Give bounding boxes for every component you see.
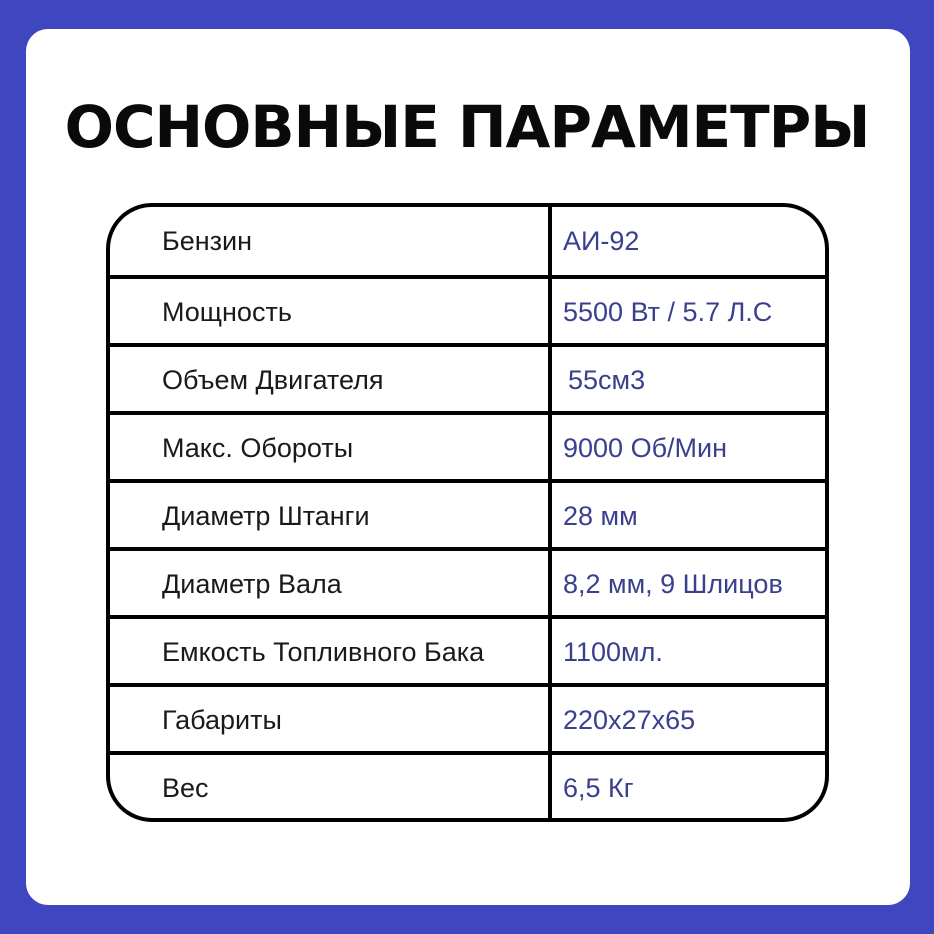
spec-value: 220x27x65 xyxy=(563,705,696,735)
spec-value: АИ-92 xyxy=(563,225,640,256)
table-row xyxy=(110,207,825,275)
spec-label: Вес xyxy=(162,773,209,803)
table-row xyxy=(110,687,825,755)
spec-value: 1100мл. xyxy=(563,637,663,667)
table-row xyxy=(110,483,825,551)
spec-label: Емкость Топливного Бака xyxy=(162,637,485,667)
table-row xyxy=(110,347,825,415)
table-row xyxy=(110,619,825,687)
spec-value: 5500 Вт / 5.7 Л.С xyxy=(563,297,773,327)
spec-label: Макс. Обороты xyxy=(162,433,354,463)
spec-label: Мощность xyxy=(162,297,292,327)
spec-value: 8,2 мм, 9 Шлицов xyxy=(563,569,783,599)
spec-label: Габариты xyxy=(162,705,282,735)
table-row xyxy=(110,755,825,823)
spec-label: Бензин xyxy=(162,225,253,256)
spec-value: 28 мм xyxy=(563,501,638,531)
spec-label: Объем Двигателя xyxy=(162,365,384,395)
specs-table xyxy=(106,203,829,822)
spec-value: 55см3 xyxy=(568,365,646,395)
table-row xyxy=(110,279,825,347)
spec-value: 9000 Об/Мин xyxy=(563,433,728,463)
spec-value: 6,5 Кг xyxy=(563,773,634,803)
page-title: ОСНОВНЫЕ ПАРАМЕТРЫ xyxy=(64,93,870,161)
spec-label: Диаметр Штанги xyxy=(162,501,370,531)
table-row xyxy=(110,551,825,619)
table-row xyxy=(110,415,825,483)
spec-label: Диаметр Вала xyxy=(162,569,342,599)
